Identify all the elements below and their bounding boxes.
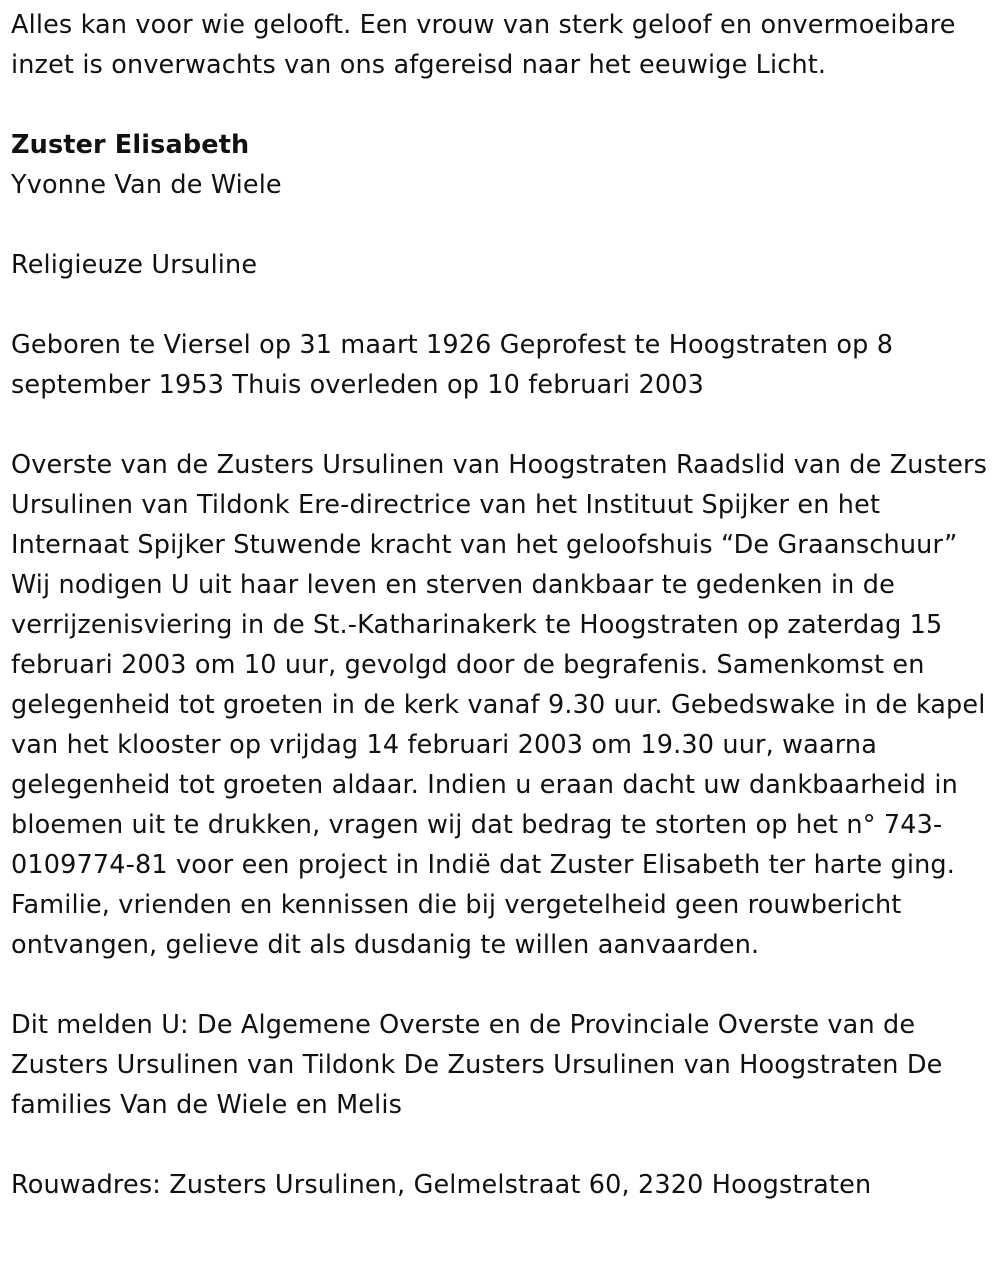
civil-name: Yvonne Van de Wiele — [11, 170, 282, 200]
body-paragraph: Overste van de Zusters Ursulinen van Hoogstraten Raadslid van de Zusters Ursulinen van Tildonk Ere-directrice van het Instituut Spijker en het Internaat Spijker Stuwende kracht van het geloofshuis “De Graanschuur” Wij nodigen U uit haar leven en sterven dankbaar te gedenken in de verrijzenisviering in de St.-Katharinakerk te Hoogstraten op zaterdag 15 februari 2003 om 10 uur, gevolgd door de begrafenis. Samenkomst en gelegenheid tot groeten in de kerk vanaf 9.30 uur. Gebedswake in de kapel van het klooster op vrijdag 14 februari 2003 om 19.30 uur, waarna gelegenheid tot groeten aldaar. Indien u eraan dacht uw dankbaarheid in bloemen uit te drukken, vragen wij dat bedrag te storten op het n° 743-0109774-81 voor een project in Indië dat Zuster Elisabeth ter harte ging. Familie, vrienden en kennissen die bij vergetelheid geen rouwbericht ontvangen, gelieve dit als dusdanig te willen aanvaarden. — [11, 450, 988, 960]
address-paragraph: Rouwadres: Zusters Ursulinen, Gelmelstraat 60, 2320 Hoogstraten — [11, 1170, 872, 1200]
announcers-paragraph: Dit melden U: De Algemene Overste en de Provinciale Overste van de Zusters Ursulinen van Tildonk De Zusters Ursulinen van Hoogstraten De families Van de Wiele en Melis — [11, 1010, 943, 1120]
dates-paragraph: Geboren te Viersel op 31 maart 1926 Geprofest te Hoogstraten op 8 september 1953 Thuis overleden op 10 februari 2003 — [11, 330, 894, 400]
religious-title: Religieuze Ursuline — [11, 250, 258, 280]
religious-name: Zuster Elisabeth — [11, 130, 250, 160]
name-block — [11, 125, 992, 205]
obituary-document — [0, 5, 1000, 1205]
intro-paragraph: Alles kan voor wie gelooft. Een vrouw van sterk geloof en onvermoeibare inzet is onverwachts van ons afgereisd naar het eeuwige Licht. — [11, 10, 956, 80]
